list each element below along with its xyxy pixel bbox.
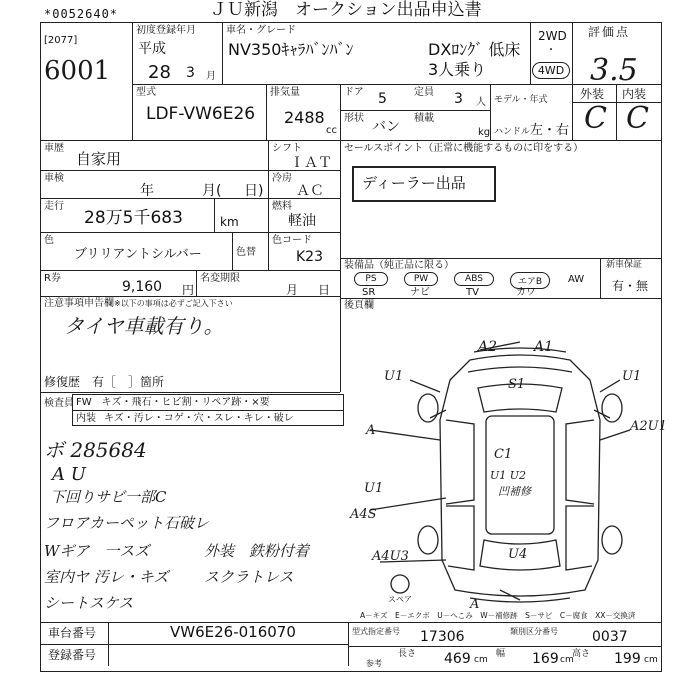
equipment-sr: SR (362, 287, 376, 298)
damage-mark: U4 (508, 547, 528, 562)
damage-mark: A1 (534, 339, 554, 355)
usage-value: 自家用 (76, 150, 122, 168)
inspection-month: 月( (202, 183, 222, 199)
damage-mark: U1 (622, 369, 642, 384)
expiry-month: 月 (286, 283, 299, 297)
inspection-label: 車検 (44, 173, 64, 184)
divider (40, 644, 348, 645)
length-unit: cm (474, 655, 488, 665)
drive-option-2wd: 2WD (538, 29, 567, 43)
divider (40, 622, 662, 623)
aircon-value: ＡＣ (296, 183, 324, 199)
notes-label: 注意事項申告欄 (44, 298, 114, 309)
damage-mark: S1 (508, 377, 526, 392)
model-name: NV350ｷｬﾗﾊﾞﾝﾊﾞﾝ (228, 40, 354, 59)
handwritten-line-6: 室内ヤ 汚レ・キズ (44, 568, 169, 586)
color-value: ブリリアントシルバー (74, 247, 202, 262)
equipment-tv: TV (466, 287, 479, 298)
width-unit: cm (560, 655, 574, 665)
inspector-label: 検査員 (44, 398, 74, 409)
repair-history: 修復歴 有［ ］箇所 (44, 375, 165, 389)
equipment-airbag: エアB (510, 272, 550, 289)
shape-label: 形状 (344, 113, 364, 124)
aircon-label: 冷房 (272, 173, 292, 184)
handwritten-line-7: シートスケス (44, 594, 134, 612)
document-number: *0052640* (44, 7, 119, 21)
usage-label: 車歴 (44, 143, 64, 154)
model-grade: DXﾛﾝｸﾞ 低床 (428, 40, 521, 59)
damage-mark: A4U3 (372, 549, 409, 564)
length-label: 長さ (398, 649, 417, 659)
registration-month-unit: 月 (206, 71, 216, 82)
displacement-unit: cc (326, 125, 337, 136)
handwritten-line-5: Wギア 一スズ (44, 542, 150, 560)
equipment-aw: AW (568, 274, 585, 285)
displacement-label: 排気量 (270, 87, 300, 98)
load-label: 積載 (414, 113, 434, 124)
spare-tire-label: スペア (388, 595, 412, 604)
handle-label: ハンドル (494, 127, 531, 137)
damage-mark: A (366, 423, 376, 438)
height-label: 高さ (572, 649, 591, 659)
shift-value: ＩＡＴ (290, 155, 332, 171)
handwritten-line-4: フロアカーペット石破レ (44, 514, 209, 532)
expiry-day: 日 (318, 283, 331, 297)
fuel-label: 燃料 (272, 201, 292, 212)
divider (348, 622, 349, 666)
displacement-value: 2488 (284, 108, 325, 127)
notes-handwritten: タイヤ車載有り。 (64, 314, 224, 338)
chassis-label: 車台番号 (48, 626, 97, 640)
classification-value: 0037 (592, 629, 628, 645)
model-label: 車名・グレード (226, 25, 296, 36)
recycle-label: R券 (44, 273, 61, 284)
mileage-value: 28万5千683 (84, 208, 183, 228)
damage-mark: U1 (364, 481, 384, 496)
type-designation-label: 型式指定番号 (352, 627, 400, 636)
damage-mark: U1 U2 (490, 469, 527, 482)
divider (348, 646, 662, 647)
damage-legend: A－キズ E－エクボ U－へこみ W－補修跡 S－サビ C－腐食 XX－交換済 (360, 611, 636, 620)
model-year-label: モデル・年式 (494, 95, 548, 105)
handwritten-line-2: A U (52, 464, 86, 485)
height-value: 199 (614, 651, 641, 667)
length-value: 469 (444, 651, 471, 667)
registration-number-label: 登録番号 (48, 648, 97, 662)
type-value: LDF-VW6E26 (146, 104, 256, 124)
equipment-abs: ABS (454, 272, 494, 286)
registration-month: 3 (186, 65, 195, 81)
interior-grade: C (626, 101, 649, 136)
mileage-label: 走行 (44, 201, 64, 212)
recycle-value: 9,160 (122, 279, 163, 295)
door-label: ドア (344, 87, 364, 98)
expiry-label: 名変期限 (200, 273, 240, 284)
damage-mark: U1 (384, 369, 404, 384)
rear-section-label: 後頁欄 (344, 300, 374, 311)
color-code-label: 色コード (272, 235, 312, 246)
handwritten-line-9: スクラトレス (204, 568, 294, 586)
load-unit: kg (478, 127, 491, 138)
sales-point-label: セールスポイント（正常に機能するものに印をする） (344, 143, 584, 154)
shift-label: シフト (272, 143, 302, 154)
classification-label: 類別区分番号 (510, 627, 558, 636)
handle-value: 左・右 (530, 123, 570, 138)
registration-year: 28 (148, 62, 171, 83)
chassis-value: VW6E26-016070 (170, 623, 296, 641)
score-label: 評価点 (588, 25, 631, 39)
width-label: 幅 (496, 649, 506, 659)
damage-mark: A (470, 597, 480, 612)
new-car-warranty-label: 新車保証 (606, 260, 643, 270)
equipment-navi: ナビ (410, 287, 430, 298)
inspector-row2-label: 内装 (76, 413, 96, 424)
equipment-ps: PS (354, 272, 388, 286)
capacity-label: 定員 (414, 87, 434, 98)
handwritten-line-1: ボ 285684 (44, 438, 147, 462)
registration-label: 初度登録年月 (136, 25, 196, 36)
mileage-unit: km (220, 215, 239, 229)
width-value: 169 (532, 651, 559, 667)
color-change-label: 色替 (236, 247, 256, 258)
shape-value: バン (372, 119, 400, 135)
inspector-row1: FW キズ・飛石・ヒビ割・リペア跡・×要 (76, 397, 270, 408)
registration-era: 平成 (138, 41, 166, 57)
equipment-label: 装備品（純正品に限る） (344, 260, 454, 271)
inspection-day: 日) (244, 183, 264, 199)
form-title: ＪＵ新潟 オークション出品申込書 (210, 0, 482, 20)
drive-option-4wd: 4WD (532, 62, 570, 79)
damage-mark: C1 (494, 447, 513, 462)
small-number: [2077] (44, 35, 78, 46)
damage-mark: A4S (350, 507, 377, 522)
exterior-grade: C (584, 101, 607, 136)
fuel-value: 軽油 (288, 213, 316, 229)
handwritten-line-3: 下回りサビ一部C (50, 488, 167, 506)
reference-label: 参考 (366, 659, 382, 668)
type-designation-value: 17306 (420, 629, 465, 645)
damage-mark: A2 (478, 339, 498, 355)
capacity-unit: 人 (476, 97, 486, 108)
model-seating: 3人乗り (428, 60, 487, 79)
color-code-value: K23 (296, 249, 323, 265)
capacity-value: 3 (454, 91, 463, 107)
interior-label: 内装 (622, 87, 647, 101)
lot-number: 6001 (44, 56, 111, 86)
handwritten-line-8: 外装 鉄粉付着 (204, 542, 310, 560)
notes-sublabel: ※以下の事項は必ずご記入下さい (114, 299, 233, 308)
drive-dot: ・ (546, 45, 556, 56)
height-unit: cm (644, 655, 658, 665)
door-value: 5 (378, 91, 387, 107)
exterior-label: 外装 (580, 87, 605, 101)
damage-mark: A2U1 (630, 419, 667, 434)
inspector-row2: キズ・汚レ・コゲ・穴・スレ・キレ・破レ (104, 413, 294, 424)
new-car-warranty-value: 有・無 (612, 279, 649, 293)
sales-point-value: ディーラー出品 (362, 174, 466, 192)
equipment-pw: PW (404, 272, 438, 286)
recycle-unit: 円 (182, 283, 195, 297)
color-label: 色 (44, 235, 54, 246)
equipment-leather: カワ (516, 287, 536, 298)
type-label: 型式 (136, 87, 156, 98)
score-value: 3.5 (590, 53, 638, 88)
damage-mark: 凹補修 (498, 485, 531, 498)
inspection-year: 年 (140, 183, 154, 199)
